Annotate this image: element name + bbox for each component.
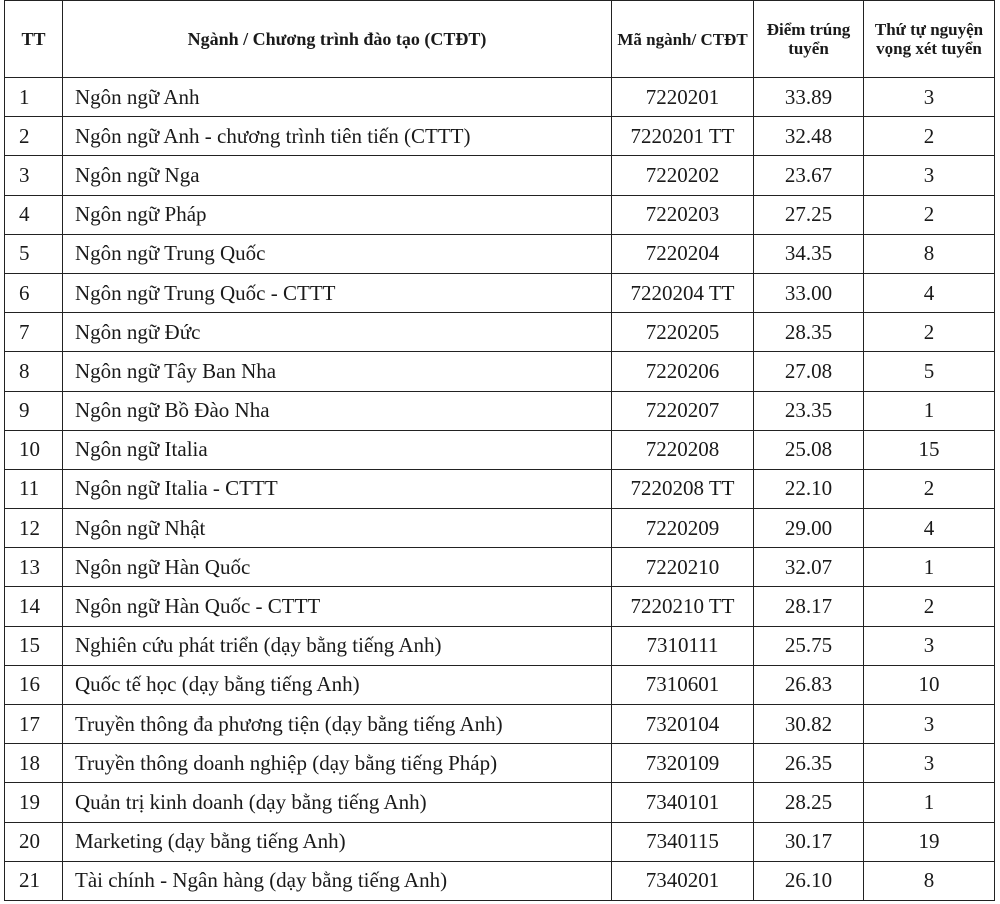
program-code: 7220207 — [612, 391, 754, 430]
program-code: 7220204 — [612, 234, 754, 273]
row-number: 12 — [5, 509, 63, 548]
program-code: 7310111 — [612, 626, 754, 665]
admission-score: 28.35 — [754, 313, 864, 352]
header-program: Ngành / Chương trình đào tạo (CTĐT) — [63, 1, 612, 78]
preference-order: 4 — [864, 273, 995, 312]
admission-score: 23.67 — [754, 156, 864, 195]
program-code: 7220210 TT — [612, 587, 754, 626]
table-row — [5, 313, 995, 352]
admission-score: 33.89 — [754, 78, 864, 117]
row-number: 19 — [5, 783, 63, 822]
program-name: Ngôn ngữ Pháp — [63, 195, 612, 234]
admission-score: 25.08 — [754, 430, 864, 469]
program-name: Ngôn ngữ Hàn Quốc - CTTT — [63, 587, 612, 626]
row-number: 17 — [5, 705, 63, 744]
admission-score: 34.35 — [754, 234, 864, 273]
table-row — [5, 861, 995, 900]
row-number: 8 — [5, 352, 63, 391]
row-number: 10 — [5, 430, 63, 469]
program-name: Ngôn ngữ Nhật — [63, 509, 612, 548]
table-row — [5, 117, 995, 156]
row-number: 14 — [5, 587, 63, 626]
program-name: Ngôn ngữ Hàn Quốc — [63, 548, 612, 587]
header-tt: TT — [5, 1, 63, 78]
table-row — [5, 705, 995, 744]
preference-order: 3 — [864, 626, 995, 665]
table-row — [5, 156, 995, 195]
table-row — [5, 469, 995, 508]
row-number: 7 — [5, 313, 63, 352]
program-name: Tài chính - Ngân hàng (dạy bằng tiếng Anh) — [63, 861, 612, 900]
row-number: 20 — [5, 822, 63, 861]
program-code: 7310601 — [612, 665, 754, 704]
admission-score: 32.07 — [754, 548, 864, 587]
program-code: 7220208 TT — [612, 469, 754, 508]
table-header — [5, 1, 995, 78]
table-row — [5, 430, 995, 469]
row-number: 16 — [5, 665, 63, 704]
preference-order: 3 — [864, 744, 995, 783]
preference-order: 3 — [864, 705, 995, 744]
program-code: 7340115 — [612, 822, 754, 861]
admission-score: 28.25 — [754, 783, 864, 822]
table-row — [5, 234, 995, 273]
preference-order: 1 — [864, 783, 995, 822]
row-number: 4 — [5, 195, 63, 234]
admission-score: 26.10 — [754, 861, 864, 900]
table-row — [5, 195, 995, 234]
table-row — [5, 665, 995, 704]
admission-score: 25.75 — [754, 626, 864, 665]
program-name: Ngôn ngữ Bồ Đào Nha — [63, 391, 612, 430]
preference-order: 2 — [864, 313, 995, 352]
program-name: Ngôn ngữ Italia - CTTT — [63, 469, 612, 508]
program-code: 7220204 TT — [612, 273, 754, 312]
row-number: 6 — [5, 273, 63, 312]
program-code: 7220203 — [612, 195, 754, 234]
preference-order: 3 — [864, 156, 995, 195]
program-name: Ngôn ngữ Tây Ban Nha — [63, 352, 612, 391]
program-code: 7220206 — [612, 352, 754, 391]
row-number: 9 — [5, 391, 63, 430]
program-code: 7220201 — [612, 78, 754, 117]
preference-order: 2 — [864, 195, 995, 234]
header-code: Mã ngành/ CTĐT — [612, 1, 754, 78]
program-code: 7340101 — [612, 783, 754, 822]
row-number: 18 — [5, 744, 63, 783]
row-number: 1 — [5, 78, 63, 117]
row-number: 11 — [5, 469, 63, 508]
preference-order: 1 — [864, 391, 995, 430]
program-code: 7220209 — [612, 509, 754, 548]
row-number: 2 — [5, 117, 63, 156]
program-name: Nghiên cứu phát triển (dạy bằng tiếng Anh) — [63, 626, 612, 665]
preference-order: 1 — [864, 548, 995, 587]
program-name: Marketing (dạy bằng tiếng Anh) — [63, 822, 612, 861]
preference-order: 19 — [864, 822, 995, 861]
header-row — [5, 1, 995, 78]
admission-score: 26.35 — [754, 744, 864, 783]
row-number: 13 — [5, 548, 63, 587]
preference-order: 2 — [864, 117, 995, 156]
row-number: 21 — [5, 861, 63, 900]
program-name: Ngôn ngữ Nga — [63, 156, 612, 195]
admission-scores-table — [4, 0, 995, 901]
table-body — [5, 78, 995, 901]
admission-score: 27.25 — [754, 195, 864, 234]
preference-order: 10 — [864, 665, 995, 704]
preference-order: 2 — [864, 469, 995, 508]
admission-score: 26.83 — [754, 665, 864, 704]
program-name: Truyền thông doanh nghiệp (dạy bằng tiếng Pháp) — [63, 744, 612, 783]
preference-order: 5 — [864, 352, 995, 391]
admission-score: 30.82 — [754, 705, 864, 744]
program-code: 7220210 — [612, 548, 754, 587]
program-name: Ngôn ngữ Trung Quốc - CTTT — [63, 273, 612, 312]
admission-score: 22.10 — [754, 469, 864, 508]
program-code: 7220202 — [612, 156, 754, 195]
program-code: 7320109 — [612, 744, 754, 783]
preference-order: 3 — [864, 78, 995, 117]
header-score: Điểm trúng tuyển — [754, 1, 864, 78]
table-row — [5, 587, 995, 626]
admission-score: 27.08 — [754, 352, 864, 391]
row-number: 3 — [5, 156, 63, 195]
program-code: 7340201 — [612, 861, 754, 900]
program-name: Quốc tế học (dạy bằng tiếng Anh) — [63, 665, 612, 704]
table-row — [5, 273, 995, 312]
table-row — [5, 626, 995, 665]
row-number: 5 — [5, 234, 63, 273]
preference-order: 15 — [864, 430, 995, 469]
program-code: 7220205 — [612, 313, 754, 352]
admission-score: 32.48 — [754, 117, 864, 156]
preference-order: 2 — [864, 587, 995, 626]
program-name: Ngôn ngữ Anh — [63, 78, 612, 117]
table-row — [5, 78, 995, 117]
preference-order: 8 — [864, 861, 995, 900]
admission-score: 30.17 — [754, 822, 864, 861]
preference-order: 8 — [864, 234, 995, 273]
table-row — [5, 391, 995, 430]
table-row — [5, 822, 995, 861]
program-code: 7220201 TT — [612, 117, 754, 156]
header-order: Thứ tự nguyện vọng xét tuyển — [864, 1, 995, 78]
program-code: 7320104 — [612, 705, 754, 744]
program-name: Ngôn ngữ Đức — [63, 313, 612, 352]
admission-score: 29.00 — [754, 509, 864, 548]
program-name: Truyền thông đa phương tiện (dạy bằng tiếng Anh) — [63, 705, 612, 744]
row-number: 15 — [5, 626, 63, 665]
program-name: Ngôn ngữ Trung Quốc — [63, 234, 612, 273]
preference-order: 4 — [864, 509, 995, 548]
admission-score: 28.17 — [754, 587, 864, 626]
program-name: Quản trị kinh doanh (dạy bằng tiếng Anh) — [63, 783, 612, 822]
admission-score: 33.00 — [754, 273, 864, 312]
table-row — [5, 548, 995, 587]
program-name: Ngôn ngữ Anh - chương trình tiên tiến (CTTT) — [63, 117, 612, 156]
program-name: Ngôn ngữ Italia — [63, 430, 612, 469]
admission-score: 23.35 — [754, 391, 864, 430]
table-row — [5, 509, 995, 548]
table-row — [5, 744, 995, 783]
program-code: 7220208 — [612, 430, 754, 469]
table-row — [5, 352, 995, 391]
table-row — [5, 783, 995, 822]
